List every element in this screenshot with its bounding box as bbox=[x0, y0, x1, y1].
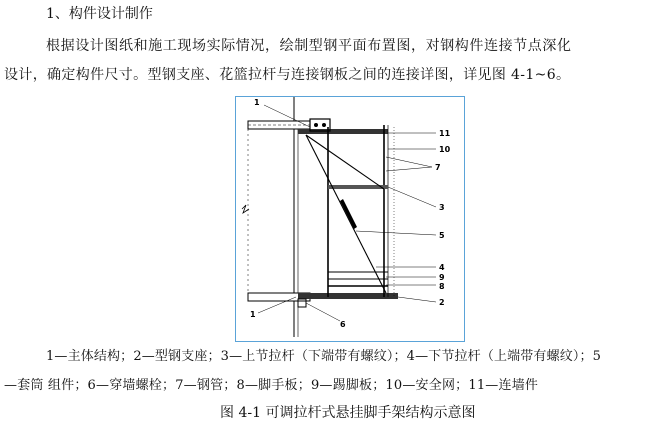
upper-tie-rod bbox=[306, 135, 384, 189]
figure-caption: 图 4-1 可调拉杆式悬挂脚手架结构示意图 bbox=[220, 405, 476, 421]
label-3: 3 bbox=[439, 203, 445, 212]
label-8: 8 bbox=[439, 282, 445, 291]
label-5: 5 bbox=[439, 231, 445, 240]
section-heading: 1、构件设计制作 bbox=[46, 6, 153, 22]
label-10: 10 bbox=[439, 145, 451, 154]
label-6: 6 bbox=[340, 320, 346, 329]
figure-legend-line-1: 1—主体结构；2—型钢支座；3—上节拉杆（下端带有螺纹）；4—下节拉杆（上端带有螺纹）；5 bbox=[46, 349, 602, 364]
label-7: 7 bbox=[435, 163, 441, 172]
label-4: 4 bbox=[439, 263, 445, 272]
paragraph-line-1: 根据设计图纸和施工现场实际情况，绘制型钢平面布置图，对钢构件连接节点深化 bbox=[46, 38, 572, 54]
label-11: 11 bbox=[439, 129, 451, 138]
label-1-bottom: 1 bbox=[250, 310, 256, 319]
paragraph-line-2: 设计，确定构件尺寸。型钢支座、花篮拉杆与连接钢板之间的连接详图，详见图 4-1~6。 bbox=[4, 67, 571, 83]
scaffold-diagram bbox=[236, 97, 466, 343]
label-1-top: 1 bbox=[254, 98, 260, 107]
label-2: 2 bbox=[439, 298, 445, 307]
lower-tie-rod bbox=[306, 135, 386, 293]
label-9: 9 bbox=[439, 273, 445, 282]
scaffold-diagram-figure bbox=[235, 96, 465, 342]
turnbuckle-sleeve bbox=[340, 199, 357, 229]
lower-steel-bracket bbox=[298, 293, 398, 299]
figure-legend-line-2: —套筒 组件；6—穿墙螺栓；7—钢管；8—脚手板；9—踢脚板；10—安全网；11—连墙件 bbox=[4, 378, 539, 393]
